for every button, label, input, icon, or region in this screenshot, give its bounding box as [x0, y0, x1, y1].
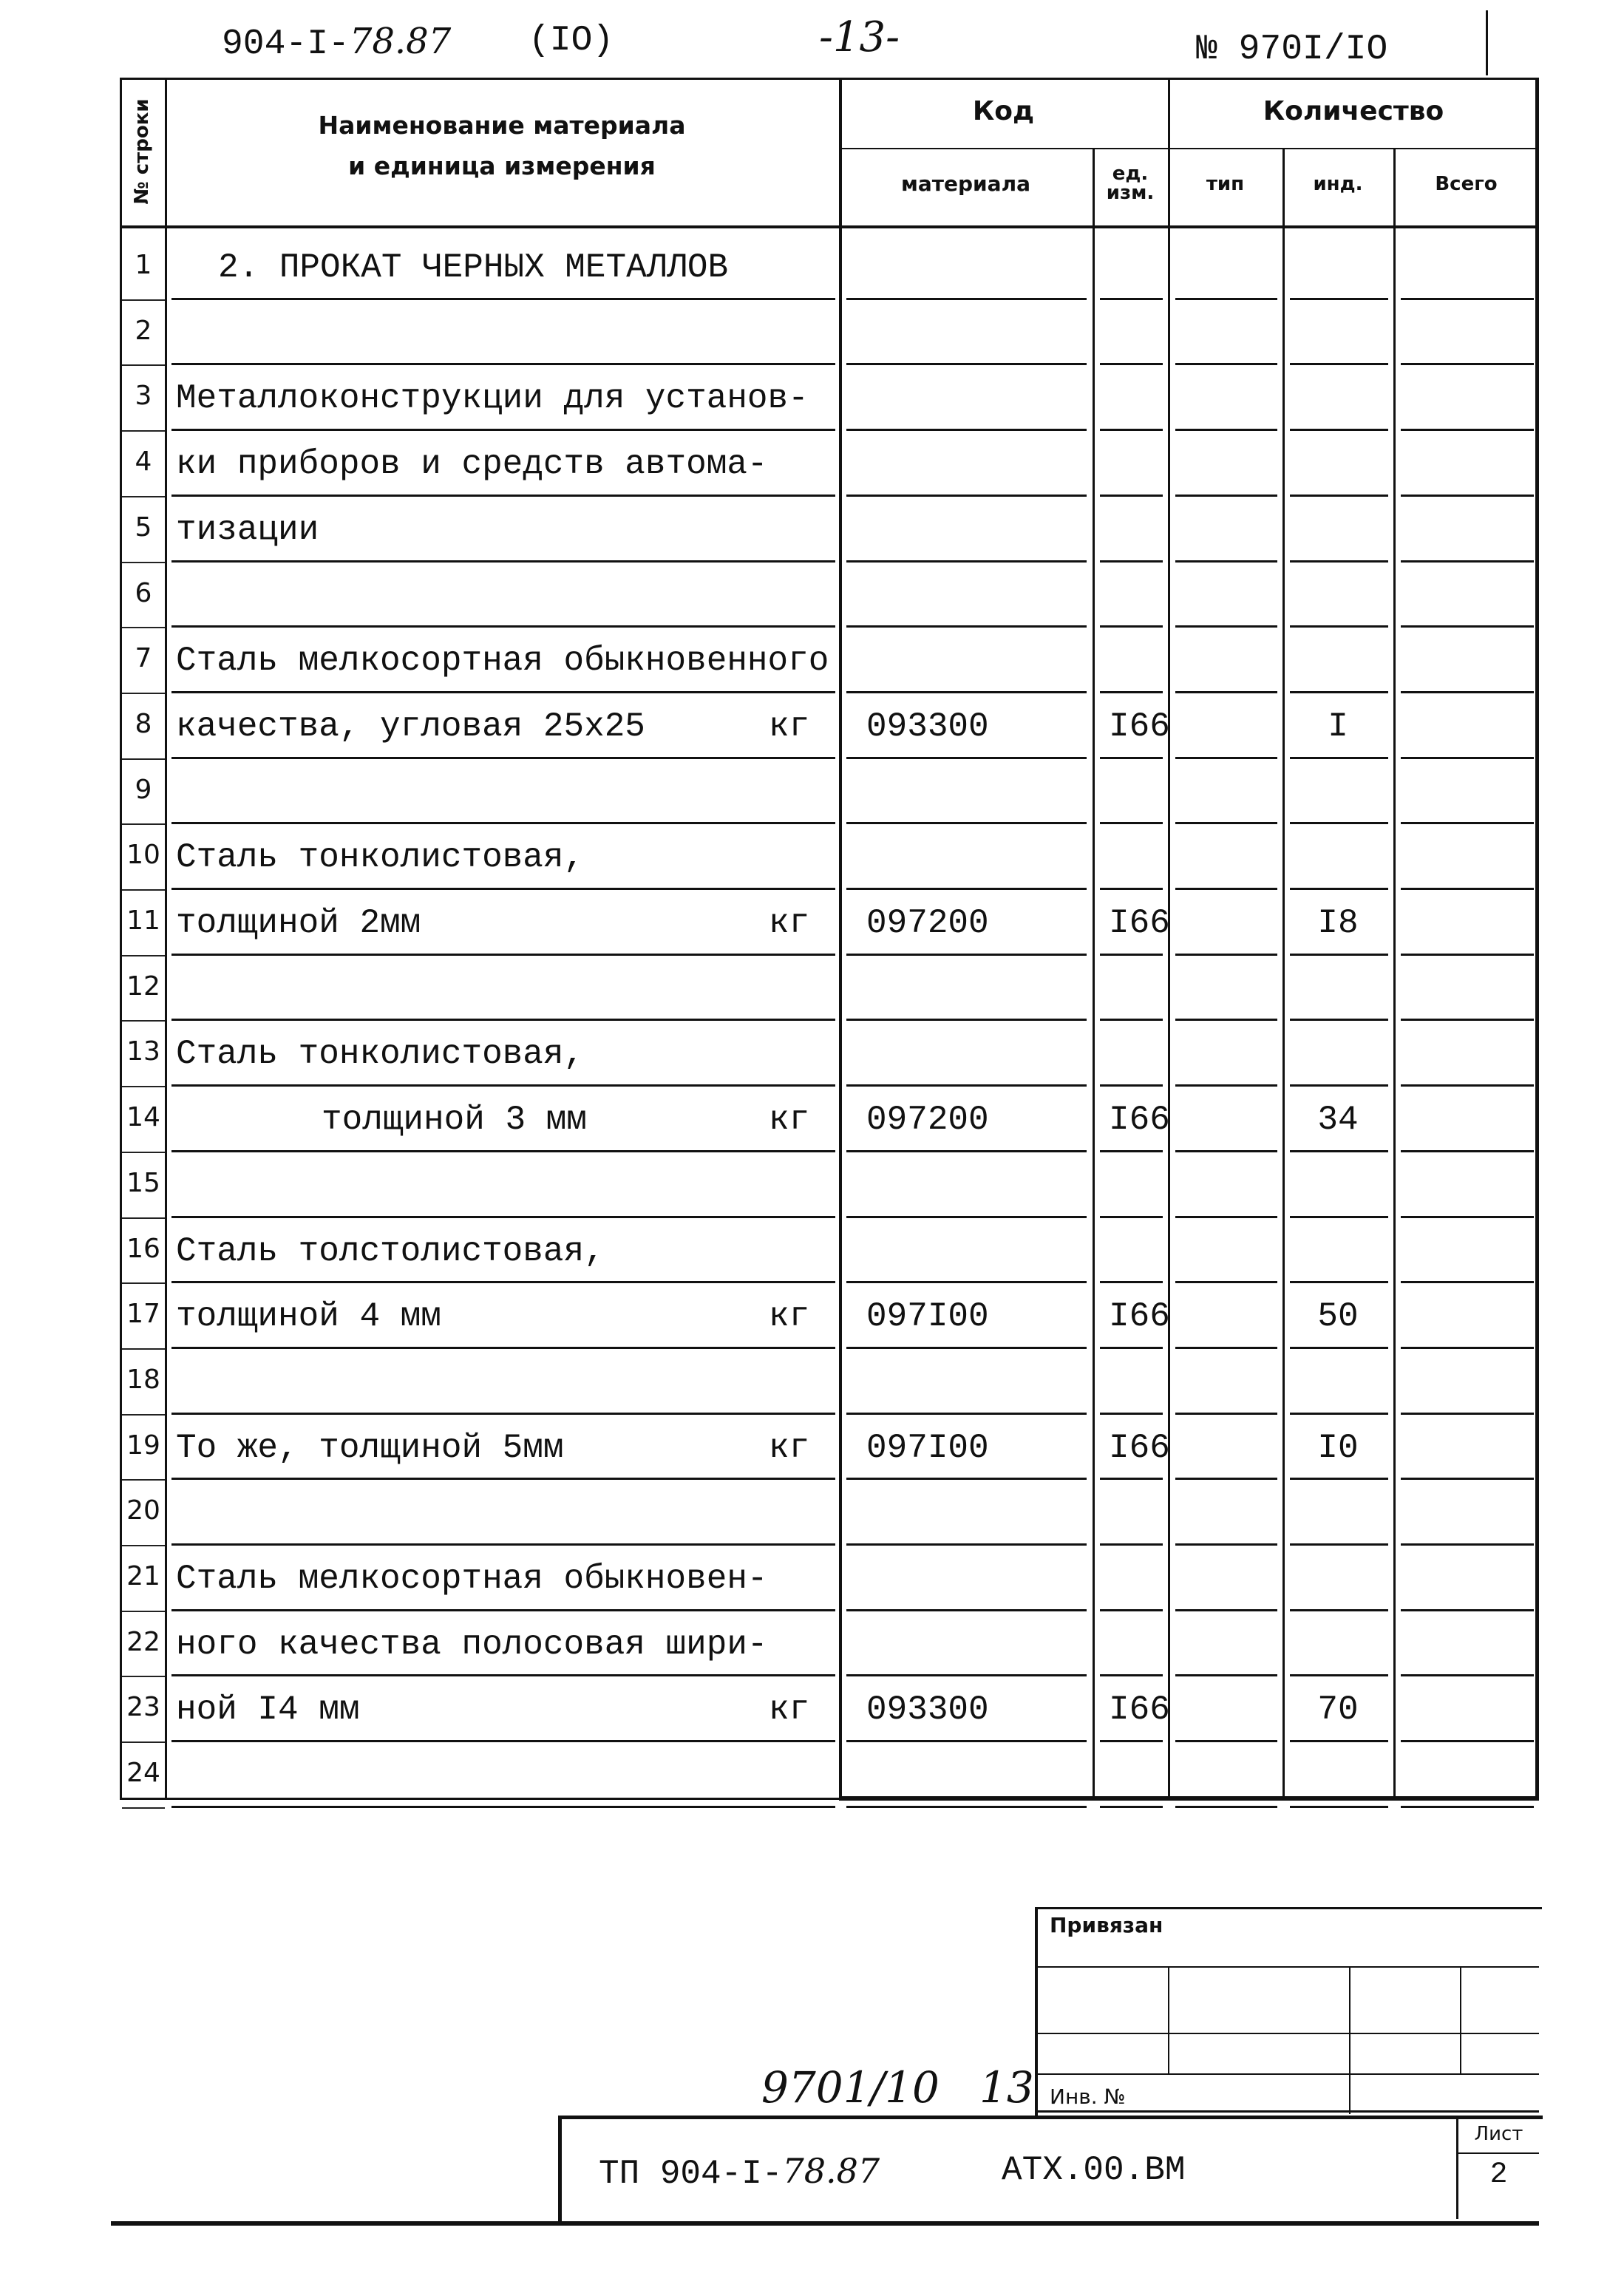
material-name: 2. ПРОКАТ ЧЕРНЫХ МЕТАЛЛОВ [218, 248, 729, 287]
row-number-divider [122, 1479, 165, 1481]
row-number-divider [122, 1152, 165, 1153]
row-underline [1175, 1216, 1277, 1218]
code-unit-header [1093, 164, 1168, 203]
unit-label: кг [769, 1101, 810, 1140]
row-underline [171, 954, 835, 956]
quantity-individual: 34 [1317, 1101, 1359, 1140]
row-underline [846, 495, 1087, 497]
row-underline [1175, 888, 1277, 890]
row-underline [171, 1674, 835, 1676]
row-number-divider [122, 1545, 165, 1546]
row-number: 2 [135, 315, 152, 346]
unit-label: кг [769, 707, 810, 746]
unit-label: кг [769, 1690, 810, 1730]
row-underline [1100, 1543, 1163, 1546]
stamp-line-2 [1038, 2033, 1539, 2034]
row-underline [846, 1478, 1087, 1480]
row-number: 21 [126, 1561, 160, 1591]
material-name: Сталь толстолистовая, [176, 1231, 605, 1271]
row-underline [1401, 363, 1534, 365]
row-underline [1401, 757, 1534, 759]
row-underline [846, 298, 1087, 300]
row-number: 16 [126, 1233, 160, 1264]
part-number: (IO) [529, 21, 614, 61]
material-code: 097200 [866, 1101, 989, 1140]
qty-ind-header: инд. [1313, 173, 1363, 195]
row-underline [1290, 298, 1388, 300]
code-unit-line1: ед. [1112, 163, 1149, 185]
row-underline [1100, 1609, 1163, 1611]
row-underline [1175, 560, 1277, 563]
row-underline [1175, 1019, 1277, 1021]
row-underline [1290, 1150, 1388, 1152]
row-underline [846, 757, 1087, 759]
row-underline [171, 1806, 835, 1808]
material-name: Сталь мелкосортная обыкновенного [176, 642, 829, 681]
row-underline [1100, 363, 1163, 365]
stamp-line-4 [1038, 2110, 1539, 2113]
row-number: 12 [126, 971, 160, 1002]
material-code: 097I00 [866, 1428, 989, 1467]
row-number: 4 [135, 446, 152, 478]
stamp-vline-2 [1349, 1966, 1350, 2114]
row-underline [1401, 1806, 1534, 1808]
row-underline [1100, 625, 1163, 628]
material-name: ки приборов и средств автома- [176, 445, 768, 484]
col-line-type [1282, 148, 1285, 1800]
row-underline [171, 363, 835, 365]
row-underline [846, 1806, 1087, 1808]
row-underline [1100, 1674, 1163, 1676]
inventory-number-label: Инв. № [1050, 2084, 1126, 2109]
row-underline [1290, 822, 1388, 824]
quantity-header: Количество [1263, 96, 1444, 126]
material-code: 097I00 [866, 1297, 989, 1336]
row-number: 20 [126, 1495, 160, 1526]
qty-total-header: Всего [1435, 173, 1498, 195]
row-underline [846, 1543, 1087, 1546]
row-underline [1401, 1609, 1534, 1611]
row-number-divider [122, 823, 165, 825]
row-underline [1401, 822, 1534, 824]
row-underline [846, 1216, 1087, 1218]
row-underline [171, 1150, 835, 1152]
row-underline [1401, 1674, 1534, 1676]
row-number: 17 [126, 1299, 160, 1330]
row-underline [1100, 1806, 1163, 1808]
sheet-divider [1456, 2116, 1458, 2219]
row-underline [1100, 495, 1163, 497]
row-number-divider [122, 1414, 165, 1416]
row-underline [846, 560, 1087, 563]
row-underline [1100, 1347, 1163, 1349]
row-underline [1290, 954, 1388, 956]
row-underline [1290, 1281, 1388, 1283]
row-underline [1100, 1019, 1163, 1021]
row-underline [1290, 888, 1388, 890]
material-name: толщиной 2мм [176, 904, 421, 942]
row-underline [1401, 691, 1534, 693]
material-name: Сталь тонколистовая, [176, 838, 585, 877]
table-bottom-line [839, 1796, 1539, 1801]
row-underline [1100, 691, 1163, 693]
row-underline [1175, 1281, 1277, 1283]
row-underline [1401, 1084, 1534, 1087]
material-name: То же, толщиной 5мм [176, 1428, 564, 1467]
row-underline [1175, 1740, 1277, 1742]
row-underline [1175, 1478, 1277, 1480]
row-underline [1290, 1413, 1388, 1415]
row-underline [171, 1019, 835, 1021]
unit-code: I66 [1109, 904, 1170, 942]
row-number-divider [122, 1217, 165, 1219]
row-number: 6 [135, 577, 152, 608]
row-number-divider [122, 299, 165, 301]
row-underline [1175, 1347, 1277, 1349]
row-underline [1290, 757, 1388, 759]
name-header-line1: Наименование материала [318, 111, 686, 140]
handwritten-reference: 9701/10 [761, 2062, 940, 2113]
row-underline [1401, 1150, 1534, 1152]
row-underline [1401, 560, 1534, 563]
row-number-divider [122, 1282, 165, 1284]
row-number-divider [122, 889, 165, 891]
material-name: Сталь тонколистовая, [176, 1035, 585, 1074]
row-number-divider [122, 562, 165, 563]
row-underline [171, 1740, 835, 1742]
row-underline [1100, 560, 1163, 563]
page-bottom-line [111, 2221, 1539, 2226]
row-underline [171, 1216, 835, 1218]
quantity-individual: I0 [1317, 1428, 1359, 1467]
material-name: качества, угловая 25х25 [176, 707, 645, 746]
row-underline [1401, 429, 1534, 431]
row-underline [1401, 1740, 1534, 1742]
row-underline [1175, 1150, 1277, 1152]
row-number: 5 [135, 512, 152, 543]
row-number: 11 [126, 905, 160, 936]
quantity-individual: I8 [1317, 904, 1359, 942]
row-underline [171, 1084, 835, 1087]
row-number-divider [122, 1807, 165, 1809]
row-underline [1100, 1413, 1163, 1415]
sheet-value: 2 [1489, 2158, 1508, 2192]
row-underline [1401, 1478, 1534, 1480]
row-number-divider [122, 758, 165, 760]
row-underline [846, 1150, 1087, 1152]
row-number: 7 [135, 643, 152, 674]
row-underline [846, 822, 1087, 824]
material-name: толщиной 4 мм [176, 1297, 441, 1336]
row-underline [171, 1478, 835, 1480]
row-underline [171, 1413, 835, 1415]
material-code: 097200 [866, 904, 989, 942]
row-underline [1290, 691, 1388, 693]
material-code: 093300 [866, 707, 989, 746]
row-underline [1175, 1413, 1277, 1415]
row-underline [171, 1347, 835, 1349]
material-name: Металлоконструкции для установ- [176, 379, 809, 418]
row-underline [1290, 1806, 1388, 1808]
row-underline [1401, 1347, 1534, 1349]
row-underline [1401, 1543, 1534, 1546]
row-underline [846, 1609, 1087, 1611]
row-number: 19 [126, 1430, 160, 1461]
row-underline [846, 1347, 1087, 1349]
row-underline [1100, 1216, 1163, 1218]
row-underline [1100, 1084, 1163, 1087]
row-underline [1100, 888, 1163, 890]
row-number-divider [122, 1020, 165, 1022]
row-number: 15 [126, 1167, 160, 1198]
title-prefix: ТП 904-I- [599, 2155, 783, 2193]
row-underline [1290, 1543, 1388, 1546]
row-underline [1290, 1674, 1388, 1676]
unit-code: I66 [1109, 707, 1170, 746]
row-underline [846, 625, 1087, 628]
row-underline [1100, 1150, 1163, 1152]
document-number: № 970I/IO [1196, 30, 1388, 69]
row-underline [1401, 888, 1534, 890]
row-underline [1175, 691, 1277, 693]
material-name: тизации [176, 510, 319, 549]
row-underline [1175, 298, 1277, 300]
row-underline [846, 363, 1087, 365]
row-number: 24 [126, 1758, 160, 1789]
row-number-divider [122, 1348, 165, 1350]
row-underline [1100, 1740, 1163, 1742]
unit-label: кг [769, 904, 810, 942]
row-underline [1175, 954, 1277, 956]
row-underline [1401, 1281, 1534, 1283]
quantity-individual: I [1328, 707, 1348, 746]
row-number: 10 [126, 840, 160, 871]
row-number-divider [122, 1676, 165, 1677]
row-underline [171, 691, 835, 693]
row-underline [171, 560, 835, 563]
unit-code: I66 [1109, 1297, 1170, 1336]
row-underline [1401, 954, 1534, 956]
sheet-line [1456, 2152, 1539, 2154]
stamp-vline-1 [1168, 1966, 1169, 2073]
row-underline [1401, 1019, 1534, 1021]
row-underline [846, 1281, 1087, 1283]
row-number-divider [122, 496, 165, 497]
row-underline [1401, 625, 1534, 628]
row-underline [1290, 1019, 1388, 1021]
row-underline [171, 1281, 835, 1283]
row-underline [1175, 363, 1277, 365]
row-underline [171, 822, 835, 824]
row-underline [171, 625, 835, 628]
row-number: 3 [135, 381, 152, 412]
doc-code-prefix: 904-I- [222, 24, 350, 64]
unit-code: I66 [1109, 1428, 1170, 1467]
row-number: 18 [126, 1364, 160, 1395]
row-underline [846, 1740, 1087, 1742]
material-name: ного качества полосовая шири- [176, 1625, 768, 1664]
doc-code-hand: 78.87 [349, 21, 452, 62]
unit-code: I66 [1109, 1101, 1170, 1140]
row-underline [171, 888, 835, 890]
row-underline [1290, 1216, 1388, 1218]
row-underline [171, 1609, 835, 1611]
name-header-line2: и единица измерения [348, 152, 656, 180]
row-underline [1290, 495, 1388, 497]
row-underline [1100, 757, 1163, 759]
row-underline [846, 888, 1087, 890]
code-header: Код [972, 96, 1035, 126]
row-underline [1175, 1806, 1277, 1808]
row-underline [1175, 1543, 1277, 1546]
row-underline [846, 429, 1087, 431]
stamp-line-3 [1038, 2073, 1539, 2075]
row-number-divider [122, 1611, 165, 1612]
row-underline [846, 1084, 1087, 1087]
row-underline [1290, 560, 1388, 563]
corner-mark [1486, 10, 1488, 75]
row-underline [1100, 298, 1163, 300]
row-underline [846, 1674, 1087, 1676]
stamp-line-1 [1038, 1966, 1539, 1968]
row-underline [1401, 1216, 1534, 1218]
col-line-rowno [165, 78, 167, 1800]
col-line-name [839, 78, 842, 1800]
qty-type-header: тип [1206, 173, 1245, 195]
page-number: -13- [819, 13, 900, 61]
row-underline [846, 1413, 1087, 1415]
row-number-divider [122, 1086, 165, 1087]
row-underline [1100, 954, 1163, 956]
row-underline [171, 298, 835, 300]
col-line-material [1093, 148, 1095, 1800]
code-unit-line2: изм. [1106, 182, 1155, 204]
row-number: 9 [135, 774, 152, 805]
code-subheader-line [839, 148, 1168, 149]
row-underline [1175, 625, 1277, 628]
row-underline [1290, 1740, 1388, 1742]
row-number-divider [122, 1741, 165, 1743]
row-underline [1175, 1084, 1277, 1087]
row-underline [1401, 1413, 1534, 1415]
row-underline [846, 1019, 1087, 1021]
row-number: 23 [126, 1692, 160, 1723]
quantity-individual: 50 [1317, 1297, 1359, 1336]
row-underline [171, 495, 835, 497]
row-number: 22 [126, 1626, 160, 1657]
row-underline [1290, 625, 1388, 628]
row-underline [171, 757, 835, 759]
row-underline [846, 691, 1087, 693]
row-underline [1100, 1281, 1163, 1283]
stamp-vline-3 [1460, 1966, 1461, 2073]
quantity-individual: 70 [1317, 1690, 1359, 1730]
qty-subheader-line [1168, 148, 1539, 149]
row-number-divider [122, 430, 165, 432]
title-hand: 78.87 [782, 2151, 880, 2191]
row-underline [1175, 1609, 1277, 1611]
row-underline [1290, 363, 1388, 365]
row-number-divider [122, 693, 165, 694]
row-underline [1401, 298, 1534, 300]
row-underline [1290, 1609, 1388, 1611]
unit-code: I66 [1109, 1690, 1170, 1730]
row-underline [1290, 1084, 1388, 1087]
row-number-divider [122, 364, 165, 366]
document-code: АТХ.00.ВМ [1002, 2151, 1186, 2189]
row-number-divider [122, 627, 165, 628]
row-underline [1100, 429, 1163, 431]
row-number-divider [122, 955, 165, 956]
material-name: ной I4 мм [176, 1690, 360, 1730]
row-underline [1175, 495, 1277, 497]
col-line-ind [1393, 148, 1396, 1800]
header-separator [120, 225, 1539, 228]
title-code [599, 2151, 880, 2193]
row-underline [1175, 822, 1277, 824]
row-underline [1401, 495, 1534, 497]
row-underline [1290, 1478, 1388, 1480]
unit-label: кг [769, 1428, 810, 1467]
row-number: 13 [126, 1036, 160, 1067]
row-underline [1100, 822, 1163, 824]
row-underline [171, 429, 835, 431]
row-underline [1100, 1478, 1163, 1480]
row-number-header: № строки [131, 98, 153, 205]
row-underline [1175, 757, 1277, 759]
unit-label: кг [769, 1297, 810, 1336]
material-name: толщиной 3 мм [322, 1101, 587, 1140]
sheet-label: Лист [1474, 2123, 1523, 2145]
row-underline [1290, 1347, 1388, 1349]
doc-code-top [222, 21, 451, 64]
bound-label: Привязан [1050, 1913, 1163, 1937]
row-underline [171, 1543, 835, 1546]
row-number: 1 [135, 250, 152, 280]
row-underline [1290, 429, 1388, 431]
row-underline [1175, 429, 1277, 431]
row-number: 8 [135, 708, 152, 739]
code-material-header: материала [901, 171, 1030, 196]
material-code: 093300 [866, 1690, 989, 1730]
row-underline [846, 954, 1087, 956]
row-underline [1175, 1674, 1277, 1676]
row-number: 14 [126, 1102, 160, 1133]
material-name: Сталь мелкосортная обыкновен- [176, 1560, 768, 1598]
handwritten-page: 13 [979, 2062, 1034, 2113]
